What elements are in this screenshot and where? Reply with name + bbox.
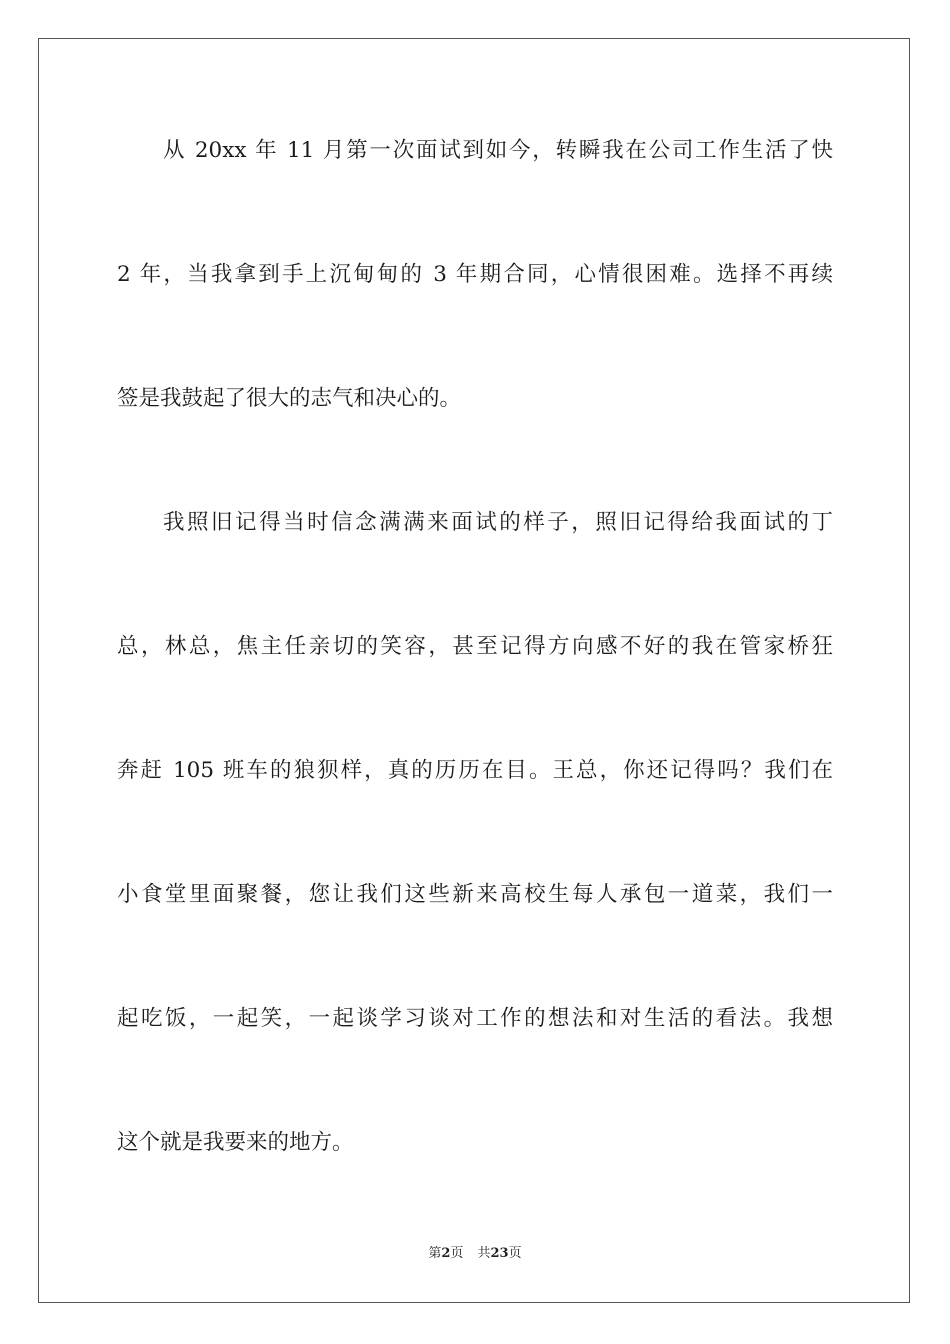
paragraph-2-line-4: 小食堂里面聚餐，您让我们这些新来高校生每人承包一道菜，我们一 bbox=[117, 882, 833, 907]
footer-page-suffix: 页 bbox=[450, 1246, 464, 1261]
footer-page-number: 2 bbox=[441, 1246, 451, 1261]
page-border bbox=[38, 38, 910, 1303]
footer-total-pages: 23 bbox=[490, 1246, 509, 1261]
paragraph-1-line-2: 2 年，当我拿到手上沉甸甸的 3 年期合同，心情很困难。选择不再续 bbox=[117, 262, 833, 287]
paragraph-2-line-3: 奔赶 105 班车的狼狈样，真的历历在目。王总，你还记得吗？我们在 bbox=[117, 758, 833, 783]
paragraph-2-line-2: 总，林总，焦主任亲切的笑容，甚至记得方向感不好的我在管家桥狂 bbox=[117, 634, 833, 659]
paragraph-2-line-5: 起吃饭，一起笑，一起谈学习谈对工作的想法和对生活的看法。我想 bbox=[117, 1006, 833, 1031]
paragraph-1-line-3: 签是我鼓起了很大的志气和决心的。 bbox=[117, 386, 462, 411]
paragraph-2-line-6: 这个就是我要来的地方。 bbox=[117, 1130, 354, 1155]
footer-total-suffix: 页 bbox=[508, 1246, 522, 1261]
paragraph-1-line-1: 从 20xx 年 11 月第一次面试到如今，转瞬我在公司工作生活了快 bbox=[163, 138, 833, 163]
footer-total-prefix: 共 bbox=[477, 1246, 491, 1261]
page-footer bbox=[0, 1245, 950, 1263]
footer-page-prefix: 第 bbox=[428, 1246, 442, 1261]
paragraph-2-line-1: 我照旧记得当时信念满满来面试的样子，照旧记得给我面试的丁 bbox=[163, 510, 833, 535]
